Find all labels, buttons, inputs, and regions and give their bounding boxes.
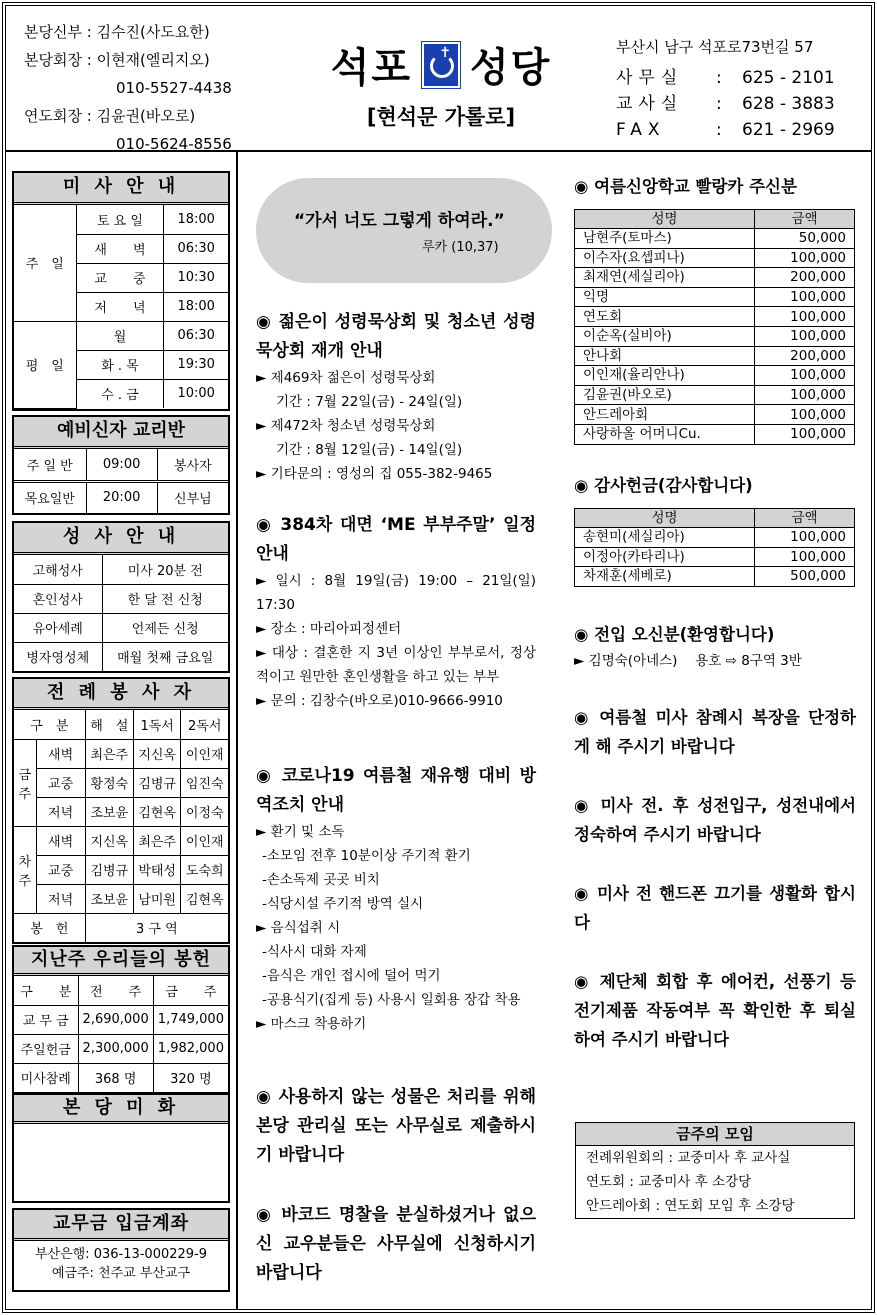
title-left: 석포 [330, 45, 412, 91]
mass-schedule-title: 미 사 안 내 [14, 173, 228, 205]
newcomers-title: ◉ 전입 오신분(환영합니다) [574, 625, 775, 644]
offerings-title: 지난주 우리들의 봉헌 [14, 947, 228, 976]
liturgy-servers-title: 전 례 봉 사 자 [14, 679, 228, 710]
weekly-meetings-title: 금주의 모임 [576, 1123, 854, 1146]
scripture-quote [256, 178, 552, 283]
me-weekend-notice: ◉ 384차 대면 ‘ME 부부주말’ 일정 안내 ► 일시 : 8월 19일(금) 19:00 – 21일(일) 17:30 ► 장소 : 마리아피정센터 ► 대상 : 결혼한 지 3년 이상인 부부로서, 정상적이고 원만한 혼인생활을 하고 있는 부부 ► 문의 : 김창수(바오로)010-9666-9910 [256, 511, 536, 713]
catechumen-box [12, 415, 230, 515]
altar-flowers-box [12, 1093, 230, 1203]
summer-school-title: ◉ 여름신앙학교 빨랑카 주신분 [574, 177, 797, 196]
sacraments-title: 성 사 안 내 [14, 523, 228, 555]
catechumen-table: 주 일 반 09:00 봉사자 목요일반 20:00 신부님 [14, 449, 228, 513]
contact-teachers-room: 교사실 : 628 - 3883 [616, 94, 835, 114]
mass-schedule-table: 주 일 토 요 일 18:00 새 벽 06:30 교 중 10:30 저 녁 18:00 평 일 월 06:30 화 . 목 19:30 수 . 금 10:00 [14, 205, 228, 409]
barcode-notice: ◉ 바코드 명찰을 분실하셨거나 없으신 교우분들은 사무실에 신청하시기 바랍니다 [256, 1205, 536, 1283]
retreat-notice: ◉ 젊은이 성령묵상회 및 청소년 성령묵상회 재개 안내 ► 제469차 젊은이 성령묵상회 기간 : 7월 22일(금) - 24일(일) ► 제472차 청소년 성령묵상회 기간 : 8월 12일(금) - 14일(일) ► 기타문의 : 영성의 집 055-382-9465 [256, 308, 536, 486]
church-subtitle: [현석문 가롤로] [366, 105, 516, 129]
pastor-name: 김수진(사도요한) [96, 23, 210, 41]
offerings-table: 구 분 전 주 금 주 교 무 금 2,690,000 1,749,000 주일헌금 2,300,000 1,982,000 미사참례 368 명 320 명 [14, 976, 228, 1092]
retreat-title: ◉ 젊은이 성령묵상회 및 청소년 성령묵상회 재개 안내 [256, 312, 536, 361]
council-president-name: 이현재(엘리지오) [96, 51, 210, 69]
thanksgiving-title: ◉ 감사헌금(감사합니다) [574, 476, 753, 495]
council-president-label: 본당회장 : [24, 51, 92, 69]
newcomers [574, 620, 856, 673]
church-logo-icon: ✝ [422, 42, 460, 88]
bank-account-box [12, 1208, 230, 1292]
me-weekend-title: ◉ 384차 대면 ‘ME 부부주말’ 일정 안내 [256, 515, 536, 564]
contact-office: 사무실 : 625 - 2101 [616, 68, 835, 88]
offerings-box [12, 945, 230, 1094]
bank-account-holder: 예금주: 천주교 부산교구 [51, 1266, 191, 1281]
notice-silence: ◉ 미사 전. 후 성전입구, 성전내에서 정숙하여 주시기 바랍니다 [574, 796, 856, 844]
thanksgiving-table: 성명 금액 송현미(세실리아) 100,000 이정아(카타리나) 100,000 차재훈(세베로) 500,000 [574, 508, 855, 587]
liturgy-servers-box [12, 677, 230, 944]
quote-reference: 루카 (10,37) [422, 240, 499, 255]
contact-fax: FAX : 621 - 2969 [616, 120, 835, 140]
yeondo-president-label: 연도회장 : [24, 107, 92, 125]
newcomer-entry: ► 김명숙(아네스) 용호 ⇨ 8구역 3반 [574, 653, 802, 669]
bulletin-header [6, 6, 871, 152]
yeondo-president-phone: 010-5624-8556 [116, 135, 232, 153]
contact-info [616, 36, 835, 143]
catechumen-title: 예비신자 교리반 [14, 417, 228, 449]
summer-school-donors [574, 172, 856, 445]
altar-flowers-title: 본 당 미 화 [14, 1095, 228, 1124]
quote-text: “가서 너도 그렇게 하여라.” [294, 211, 505, 231]
weekly-meetings: 금주의 모임 전례위원회의 : 교중미사 후 교사실 연도회 : 교중미사 후 소강당 안드레아회 : 연도회 모임 후 소강당 [575, 1122, 855, 1219]
church-address: 부산시 남구 석포로73번길 57 [616, 38, 814, 56]
column-divider [236, 152, 238, 1309]
covid-title: ◉ 코로나19 여름철 재유행 대비 방역조치 안내 [256, 766, 536, 815]
pastor-label: 본당신부 : [24, 23, 92, 41]
bank-account-number: 부산은행: 036-13-000229-9 [34, 1247, 208, 1262]
sacraments-table: 고해성사 미사 20분 전 혼인성사 한 달 전 신청 유아세례 언제든 신청 병자영성체 매월 첫째 금요일 [14, 555, 228, 671]
notice-phones: ◉ 미사 전 핸드폰 끄기를 생활화 합시다 [574, 884, 856, 932]
sacraments-box [12, 521, 230, 673]
notice-electrical: ◉ 제단체 회합 후 에어컨, 선풍기 등 전기제품 작동여부 꼭 확인한 후 퇴실하여 주시기 바랍니다 [574, 972, 856, 1049]
church-title [306, 36, 576, 131]
staff-info [24, 18, 232, 158]
liturgy-servers-table: 구 분 해 설 1독서 2독서 금주 새벽 최은주 지신옥 이인재 교중 황정숙 김병규 임진숙 저녁 조보윤 김현옥 이정숙 차주 새벽 지신옥 최은주 이인재 교중 김병규 박태성 도숙희 저녁 조보윤 남미원 김현옥 봉 헌 3 구 역 [14, 710, 228, 942]
summer-school-table: 성명 금액 남현주(토마스) 50,000 이수자(요셉피나) 100,000 최재연(세실리아) 200,000 익명 100,000 연도회 100,000 이순옥(실비아) 100,000 안나회 200,000 이인재(율리안나) 100,000 김윤권(바오로) 100,000 안드레아회 100,000 사랑하올 어머니Cu. 100,000 [574, 209, 855, 445]
covid-notice: ◉ 코로나19 여름철 재유행 대비 방역조치 안내 ► 환기 및 소독 -소모임 전후 10분이상 주기적 환기 -손소독제 곳곳 비치 -식당시설 주기적 방역 실시 ► 음식섭취 시 -식사시 대화 자제 -음식은 개인 접시에 덜어 먹기 -공용식기(집게 등) 사용시 일회용 장갑 착용 ► 마스크 착용하기 [256, 762, 536, 1036]
council-president-phone: 010-5527-4438 [116, 79, 232, 97]
notice-dress-code: ◉ 여름철 미사 참례시 복장을 단정하게 해 주시기 바랍니다 [574, 708, 856, 756]
thanksgiving-offerings [574, 471, 856, 587]
religious-items-notice: ◉ 사용하지 않는 성물은 처리를 위해 본당 관리실 또는 사무실로 제출하시기 바랍니다 [256, 1087, 536, 1165]
bank-account-title: 교무금 입금계좌 [14, 1210, 228, 1241]
mass-schedule-box [12, 171, 230, 411]
title-right: 성당 [470, 45, 552, 91]
yeondo-president-name: 김윤권(바오로) [96, 107, 196, 125]
